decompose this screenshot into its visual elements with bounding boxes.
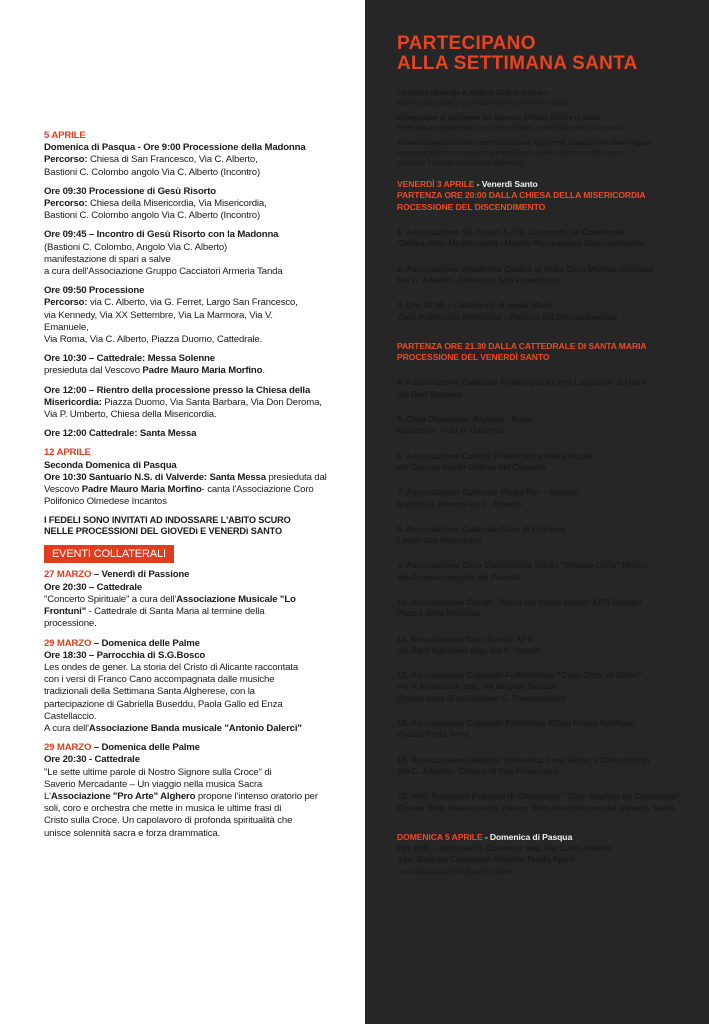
participants-column <box>397 34 697 877</box>
venerdi-list <box>397 377 697 813</box>
dress-notice: I FEDELI SONO INVITATI AD INDOSSARE L'ABITO SCURO NELLE PROCESSIONI DEL GIOVEDì E VENERDì SANTO <box>44 515 291 537</box>
list-item: 7. Associazione Culturale Panta Rei – Alghero Istituto G. Manno via C. Alberto <box>397 487 580 509</box>
program-column <box>44 130 349 847</box>
intro-item: Associazione Culturale centro di cultura Algherese Gruppo Folk Sant Miquel Partecipa alle processioni del Venerdì Santo e della Domenica di Pasqua, recitando il rosario in catalano- algherese <box>397 138 651 167</box>
venerdi-santo-heading: VENERDÌ 3 APRILE - Venerdì Santo PARTENZA ORE 20:00 DALLA CHIESA DELLA MISERICORDIA ROCESSIONE DEL DISCENDIMENTO <box>397 179 646 212</box>
route-label: Percorso: <box>44 154 88 166</box>
list-item: 2. Associazione Akademia Cantus et Fidis Coro Matilde Salvador Via C. Alberto - Chiesa di San Francesco <box>397 263 655 285</box>
list-item: 11. Associazione Coro Baratz APS via Sant'Agostino ang. via V. Veneto <box>397 633 541 655</box>
list-item: 9. Associazione Coro Tradizionale Sardo "Renato Loria" Muros via Gramsci angolo via Pascoli <box>397 560 648 582</box>
event-29-marzo-2: 29 MARZO – Domenica delle Palme Ore 20:30 - Cattedrale "Le sette ultime parole di Nostro Signore sulla Croce" di Saverio Mercadante – Un viaggio nella musica Sacra L'Associazione "Pro Arte" Alghero propone l'intenso oratorio per soli, coro e orchestra che mette in musica le ultime frasi di Cristo sulla Croce. Un capolavoro di profonda spiritualità che unisce solennità sacra e forza drammatica. <box>44 742 318 839</box>
santa-messa-block: Ore 12:00 Cattedrale: Santa Messa <box>44 428 197 440</box>
processione-venerdi-heading: PARTENZA ORE 21.30 DALLA CATTEDRALE DI SANTA MARIA PROCESSIONE DEL VENERDÌ SANTO <box>397 340 647 363</box>
intro-list <box>397 88 697 167</box>
intro-item: La Banda Musicale A. Dalerci Città di Alghero: Accompagna tutte le processioni della Settimana Santa. <box>397 88 570 107</box>
incontro-block: Ore 09:45 – Incontro di Gesù Risorto con la Madonna (Bastioni C. Colombo, Angolo Via C. Alberto) manifestazione di spari a salve a cura dell'Associazione Gruppo Cacciatori Armeria Tanda <box>44 229 283 278</box>
list-item: 1. Associazione Su Tippiri A.P.S. Cuncordu de Cheremule Chiesa della Misericordia - Uscita Processione Discendimento <box>397 227 646 249</box>
discendimento-list <box>397 227 697 323</box>
list-item: 4. Associazione Culturale Folkloristica Coro Logudoro di Usini via Don Deroma <box>397 377 646 399</box>
gesu-risorto-block: Ore 09:30 Processione di Gesù Risorto Percorso: Chiesa della Misericordia, Via Misericordia, Bastioni C. Colombo angolo Via C. Alberto (Incontro) <box>44 185 267 222</box>
domenica-pasqua-block: DOMENICA 5 APRILE - Domenica di Pasqua Ore 9:45 – Bastioni C. Colombo ang. Via Carlo Alberto Ass. Gruppo Cacciatori Armeria Tanda Sport manifestazione di spari a salve. <box>397 831 612 876</box>
event-27-marzo: 27 MARZO – Venerdì di Passione Ore 20:30 – Cattedrale "Concerto Spirituale" a cura dell'Associazione Musicale "Lo Frontuni" - Cattedrale di Santa Maria al termine della processione. <box>44 569 296 630</box>
list-item: 15. APS Tradizioni Popolari di Cheremule "Coro Boghes de Cheremule" Chiesa della Misericordia, rientro della Processione del Venerdì Santo <box>397 791 682 813</box>
events-badge: EVENTI COLLATERALI <box>44 545 174 563</box>
april5-block: 5 APRILE Domenica di Pasqua - Ore 9:00 Processione della Madonna Percorso: Chiesa di San Francesco, Via C. Alberto, Bastioni C. Colombo angolo Via C. Alberto (Incontro) <box>44 130 349 179</box>
list-item: 3. Ore 20:30 – Cattedrale di santa Maria Coro Polifonico Algherese - Predica del Discendimento <box>397 300 617 322</box>
list-item: 12. Associazione Culturale Folkloristica "Coro Citta' di Ozieri" via V. Emanuele ang. via Brigata Sassari (fronte casa di reclusione G. Tommasiello) <box>397 670 643 703</box>
list-item: 5. Coro Diocesano Alghero - Bosa Episcopio – via P. Umberto <box>397 414 533 436</box>
list-item: 6. Associazione Canora Folkloristica Nova Alguer via Cavour fronte Chiesa del Carmelo <box>397 450 595 472</box>
list-item: 8. Associazione Culturale Coro di Florinas Largo San Francesco <box>397 523 565 546</box>
april12-block: 12 APRILE Seconda Domenica di Pasqua Ore 10:30 Santuario N.S. di Valverde: Santa Messa presieduta dal Vescovo Padre Mauro Maria Morfino- canta l'Associazione Coro Polifonico Olmedese Incantos <box>44 447 327 508</box>
participants-title: PARTECIPANO ALLA SETTIMANA SANTA <box>397 33 638 74</box>
processione-block: Ore 09:50 Processione Percorso: via C. Alberto, via G. Ferret, Largo San Francesco, via Kennedy, Via XX Settembre, Via La Marmora, Via V. Emanuele, Via Roma, Via C. Alberto, Piazza Duomo, Cattedrale. <box>44 285 298 346</box>
list-item: 14. Associazione culturale polifonica Coro Bisos e Chertos Ittiri Via C. Alberto - Chiesa di San Francesco <box>397 754 650 776</box>
messa-solenne-block: Ore 10:30 – Cattedrale: Messa Solenne presieduta dal Vescovo Padre Mauro Maria Morfino. <box>44 353 265 377</box>
list-item: 10. Associazione Corale "Amici del canto sardo" APS Sassari Piazza della Mercede <box>397 596 642 619</box>
list-item: 13. Associazione Culturale Polifonica S'Ena Frisca Putifigari Piazza Porta Terra <box>397 718 637 740</box>
event-29-marzo-1: 29 MARZO – Domenica delle Palme Ore 18:30 – Parrocchia di S.G.Bosco Les ondes de gener. La storia del Cristo di Alicante raccontata con i versi di Franco Cano accompagnata dalle musiche tradizionali della Settimana Santa Algherese, con la partecipazione di Gabriella Buseddu, Paola Gallo ed Enza Castellaccio. A cura dell'Associazione Banda musicale "Antonio Dalerci" <box>44 637 302 734</box>
section-date: 5 APRILE <box>44 130 86 141</box>
intro-item: Delegazione di Sardegna del Sovrano Militare Ordine di Malta Partecipa alle processioni del Venerdì Santo e della Domenica di Pasqua. <box>397 113 625 132</box>
rientro-block: Ore 12:00 – Rientro della processione presso la Chiesa della Misericordia: Piazza Duomo, Via Santa Barbara, Via Don Deroma, Via P. Umberto, Chiesa della Misericordia. <box>44 384 322 421</box>
event-heading: Domenica di Pasqua - Ore 9:00 Processione della Madonna <box>44 142 306 154</box>
